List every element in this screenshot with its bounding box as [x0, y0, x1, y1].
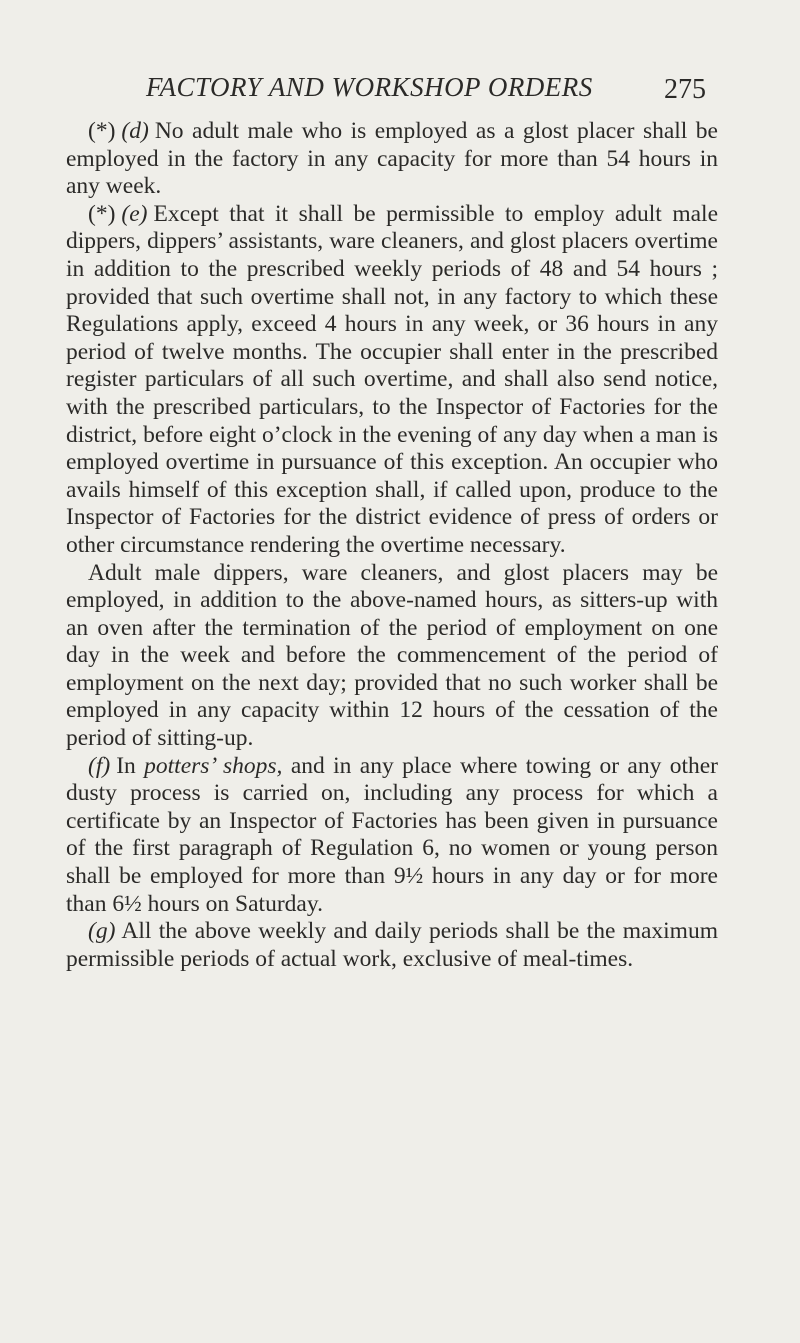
paragraph-marker: (*) — [88, 200, 116, 227]
paragraph-e — [66, 201, 718, 560]
paragraph-sitters-up — [66, 560, 718, 753]
paragraph-g — [66, 918, 718, 973]
paragraph-text: Except that it shall be permissible to employ adult male dippers, dippers’ assistants, ware cleaners, and glost placers overtime in addition to the prescribed weekly periods of 48 and 54 hours ; provided that such overtime shall not, in any factory to which these Regulations apply, exceed 4 hours in any week, or 36 hours in any period of twelve months. The occupier shall enter in the prescribed register particulars of all such overtime, and shall also send notice, with the prescribed particulars, to the Inspector of Factories for the district, before eight o’clock in the evening of any day when a man is employed overtime in pursuance of this exception. An occupier who avails himself of this exception shall, if called upon, produce to the Inspector of Factories for the district evidence of press of orders or other circumstance rendering the overtime necessary. — [66, 200, 718, 558]
paragraph-label: (f) — [88, 752, 111, 779]
paragraph-label: (d) — [121, 118, 149, 144]
running-title: FACTORY AND WORKSHOP ORDERS — [146, 72, 593, 102]
paragraph-d — [66, 118, 718, 201]
paragraph-italic-phrase: potters’ shops, — [144, 752, 283, 779]
running-head — [146, 72, 706, 112]
paragraph-marker: (*) — [88, 118, 116, 144]
paragraph-text: and in any place where towing or any other dusty process is carried on, including any process for which a certificate by an Inspector of Factories has been given in pursuance of the first paragraph of Regulation 6, no women or young person shall be employed for more than 9½ hours in any day or for more than 6½ hours on Saturday. — [66, 752, 718, 917]
paragraph-label: (g) — [88, 918, 116, 945]
paragraph-text: All the above weekly and daily periods shall be the maximum permissible periods of actual work, exclusive of meal-times. — [66, 918, 718, 972]
body-text — [66, 118, 718, 973]
paragraph-text: No adult male who is employed as a glost placer shall be employed in the factory in any capacity for more than 54 hours in any week. — [66, 118, 718, 200]
paragraph-label: (e) — [121, 200, 148, 227]
page-number: 275 — [664, 74, 706, 105]
paragraph-text: Adult male dippers, ware cleaners, and glost placers may be employed, in addition to the above-named hours, as sitters-up with an oven after the termination of the period of employment on one day in the week and before the commencement of the period of employment on the next day; provided that no such worker shall be employed in any capacity within 12 hours of the cessation of the period of sitting-up. — [66, 559, 718, 752]
paragraph-f — [66, 753, 718, 919]
paragraph-text-lead: In — [116, 752, 136, 779]
